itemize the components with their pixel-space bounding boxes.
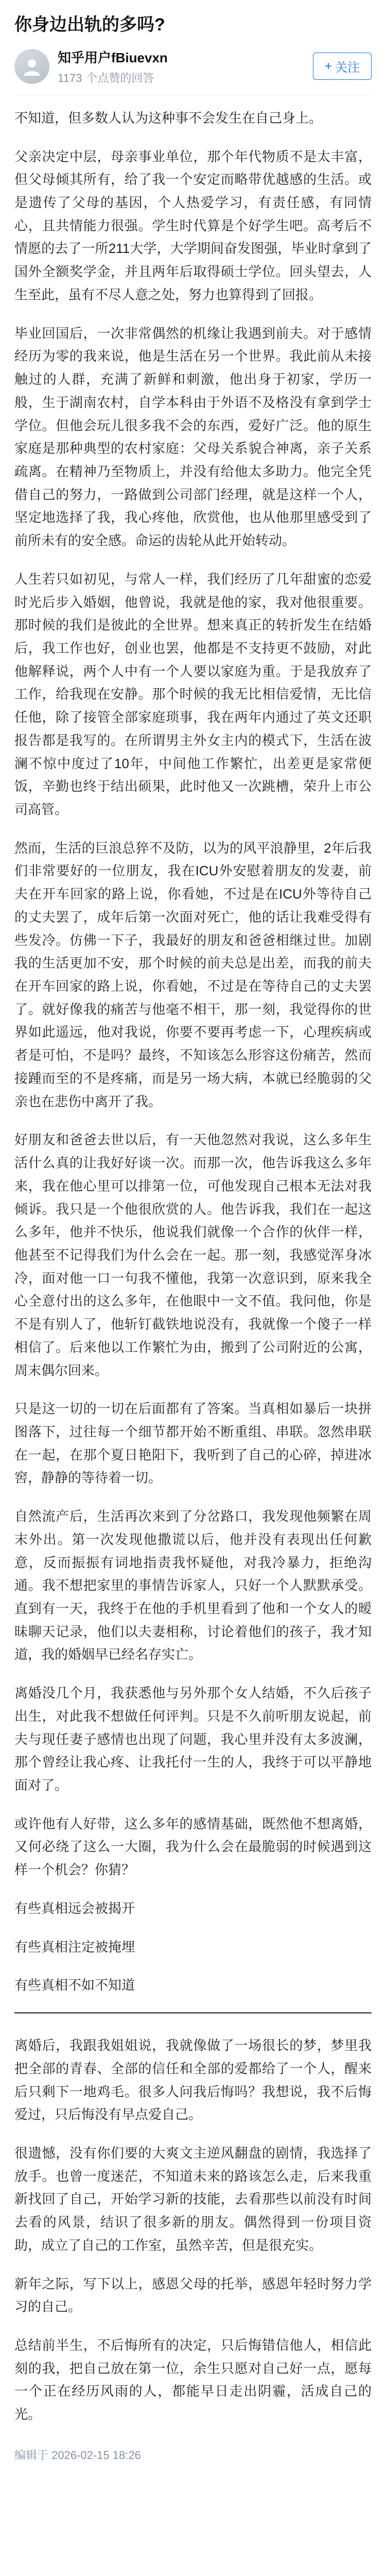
answer-paragraph: 不知道，但多数人认为这种事不会发生在自己身上。 [14,110,323,126]
answer-paragraph: 总结前半生，不后悔所有的决定，只后悔错信他人，相信此刻的我，把自己放在第一位，余生只愿对自己好一点，愿每一个正在经历风雨的人，都能早日走出阴霾，活成自己的光。 [14,2337,372,2422]
answer-paragraph: 只是这一切的一切在后面都有了答案。当真相如暴后一块拼图落下，过往每一个细节都开始不断重组、串联。忽然串联在一起，在那个夏日艳阳下，我听到了自己的心碎，掉进冰窖，静静的等待着一切。 [14,1401,372,1486]
author-meta [58,47,313,86]
answer-paragraph: 自然流产后，生活再次来到了分岔路口，我发现他频繁在周末外出。第一次发现他撒谎以后，他并没有表现出任何歉意，反而振振有词地指责我怀疑他，对我冷暴力，拒绝沟通。我不想把家里的事情告诉家人，只好一个人默默承受。直到有一天，我终于在他的手机里看到了他和一个女人的暧昧聊天记录，他们以夫妻相称，讨论着他们的孩子，我才知道，我的婚姻早已经名存实亡。 [14,1509,372,1663]
plus-icon: + [324,59,332,73]
answer-paragraph: 或许他有人好带，这么多年的感情基础，既然他不想离婚，又何必绕了这么一大圈，我为什么会在最脆弱的时候遇到这样一个机会？你猜？ [14,1816,372,1878]
follow-button[interactable] [313,53,372,80]
upvoted-answer-label: 个点赞的回答 [86,71,154,84]
answer-paragraph: 有些真相远会被揭开 [14,1900,135,1916]
answer-paragraph: 很遗憾，没有你们要的大爽文主逆风翻盘的剧情，我选择了放手。也曾一度迷茫，不知道未来的路该怎么走，后来我重新找回了自己，开始学习新的技能，去看那些以前没有时间去看的风景，结识了很多新的朋友。偶然得到一份项目资助，成立了自己的工作室，虽然辛苦，但是很充实。 [14,2145,372,2253]
question-title[interactable]: 你身边出轨的多吗? [14,15,165,35]
avatar[interactable] [14,49,49,84]
author-stats [58,70,313,86]
answer-body [14,95,372,2426]
user-icon [22,56,42,77]
answer-paragraph: 离婚后，我跟我姐姐说，我就像做了一场很长的梦，梦里我把全部的青春、全部的信任和全部的爱都给了一个人，醒来后只剩下一地鸡毛。很多人问我后悔吗？我想说，我不后悔爱过，只后悔没有早点爱自己。 [14,2038,372,2123]
answer-paragraph: 新年之际，写下以上，感恩父母的托举，感恩年轻时努力学习的自己。 [14,2276,372,2315]
author-card [14,44,372,95]
section-divider [14,2012,372,2013]
answer-paragraph: 父亲决定中层，母亲事业单位，那个年代物质不是太丰富，但父母倾其所有，给了我一个安定而略带优越感的生活。或是遗传了父母的基因，个人热爱学习，有责任感，有同情心，且共情能力很强。学生时代算是个好学生吧。高考后不情愿的去了一所211大学，大学期间奋发图强，毕业时拿到了国外全额奖学金，并且两年后取得硕士学位。回头望去，人生至此，虽有不尽人意之处，努力也算得到了回报。 [14,148,372,302]
answer-paragraph: 人生若只如初见，与常人一样，我们经历了几年甜蜜的恋爱时光后步入婚姻，他曾说，我就是他的家，我对他很重要。那时候的我们是彼此的全世界。想来真正的转折发生在结婚后，我工作也好，创业也罢，他都是不支持更不鼓励，对此他解释说，两个人中有一个人要以家庭为重。于是我放弃了工作，给我现在安静。那个时候的我无比相信爱情，无比信任他，除了接管全部家庭琐事，我在两年内通过了英文还职报告都是我写的。在所谓男主外女主内的模式下，生活在波澜不惊中度过了10年，中间他工作繁忙，出差更是家常便饭，辛勤也终于结出硕果，此时他又一次跳槽，荣升上市公司高管。 [14,571,372,818]
edit-timestamp: 编辑于 2026-02-15 18:26 [14,2448,141,2462]
author-name[interactable]: 知乎用户fBiuevxn [58,49,168,65]
answer-paragraph: 好朋友和爸爸去世以后，有一天他忽然对我说，这么多年生活什么真的让我好好谈一次。而那一次，他告诉我这么多年来，我在他心里可以排第一位，可他发现自己根本无法对我倾诉。我只是一个他很欣赏的人。他告诉我，我们在一起这么多年，他并不快乐，他说我们就像一个合作的伙伴一样，他甚至不记得我们为什么会在一起。那一刻，我感觉浑身冰冷，面对他一口一句我不懂他，我第一次意识到，原来我全心全意付出的这么多年，在他眼中一文不值。我问他，你是不是有别人了，他斩钉截铁地说没有，我就像一个傻子一样相信了。后来他以工作繁忙为由，搬到了公司附近的公寓，周末偶尔回来。 [14,1132,372,1378]
answer-paragraph: 有些真相不如不知道 [14,1977,135,1993]
upvoted-answer-count: 1173 [58,71,82,84]
answer-paragraph: 有些真相注定被掩埋 [14,1939,135,1955]
answer-paragraph: 然而，生活的巨浪总猝不及防，以为的风平浪静里，2年后我们非常要好的一位朋友，我在ICU外安慰着朋友的发妻，前夫在开车回家的路上说，你看她，不过是在ICU外等待自己的丈夫罢了，成年后第一次面对死亡，他的话让我难受得有些发冷。仿佛一下子，我最好的朋友和爸爸相继过世。加剧我的生活更加不安，那个时候的前夫总是出差，而我的前夫在开车回家的路上说，你看她，不过是在等待自己的丈夫罢了。就好像我的痛苦与他毫不相干，那一刻，我觉得你的世界如此遥远，他对我说，你要不要再考虑一下，心理疾病或者是可怕，不是吗？最终，不知该怎么形容这份痛苦，然而接踵而至的不是疼痛，而是另一场大病，本就已经脆弱的父亲也在悲伤中离开了我。 [14,840,372,1109]
follow-label: 关注 [335,61,360,75]
answer-paragraph: 离婚没几个月，我获悉他与另外那个女人结婚，不久后孩子出生，对此我不想做任何评判。只是不久前听朋友说起，前夫与现任妻子感情也出现了问题，我心里并没有太多波澜，那个曾经让我心疼、让我托付一生的人，我终于可以平静地面对了。 [14,1685,372,1793]
answer-paragraph: 毕业回国后，一次非常偶然的机缘让我遇到前夫。对于感情经历为零的我来说，他是生活在另一个世界。我此前从未接触过的人群，充满了新鲜和刺激，他出身于初家，学历一般，生于湖南农村，自学本科由于外语不及格没有拿到学士学位。但他会玩儿很多我不会的东西，爱好广泛。他的原生家庭是那种典型的农村家庭：父母关系貌合神离，亲子关系疏离。在精神乃至物质上，并没有给他太多助力。他完全凭借自己的努力，一路做到公司部门经理，就是这样一个人，坚定地选择了我，我心疼他，欣赏他，也从他那里感受到了前所未有的安全感。命运的齿轮从此开始转动。 [14,325,372,549]
